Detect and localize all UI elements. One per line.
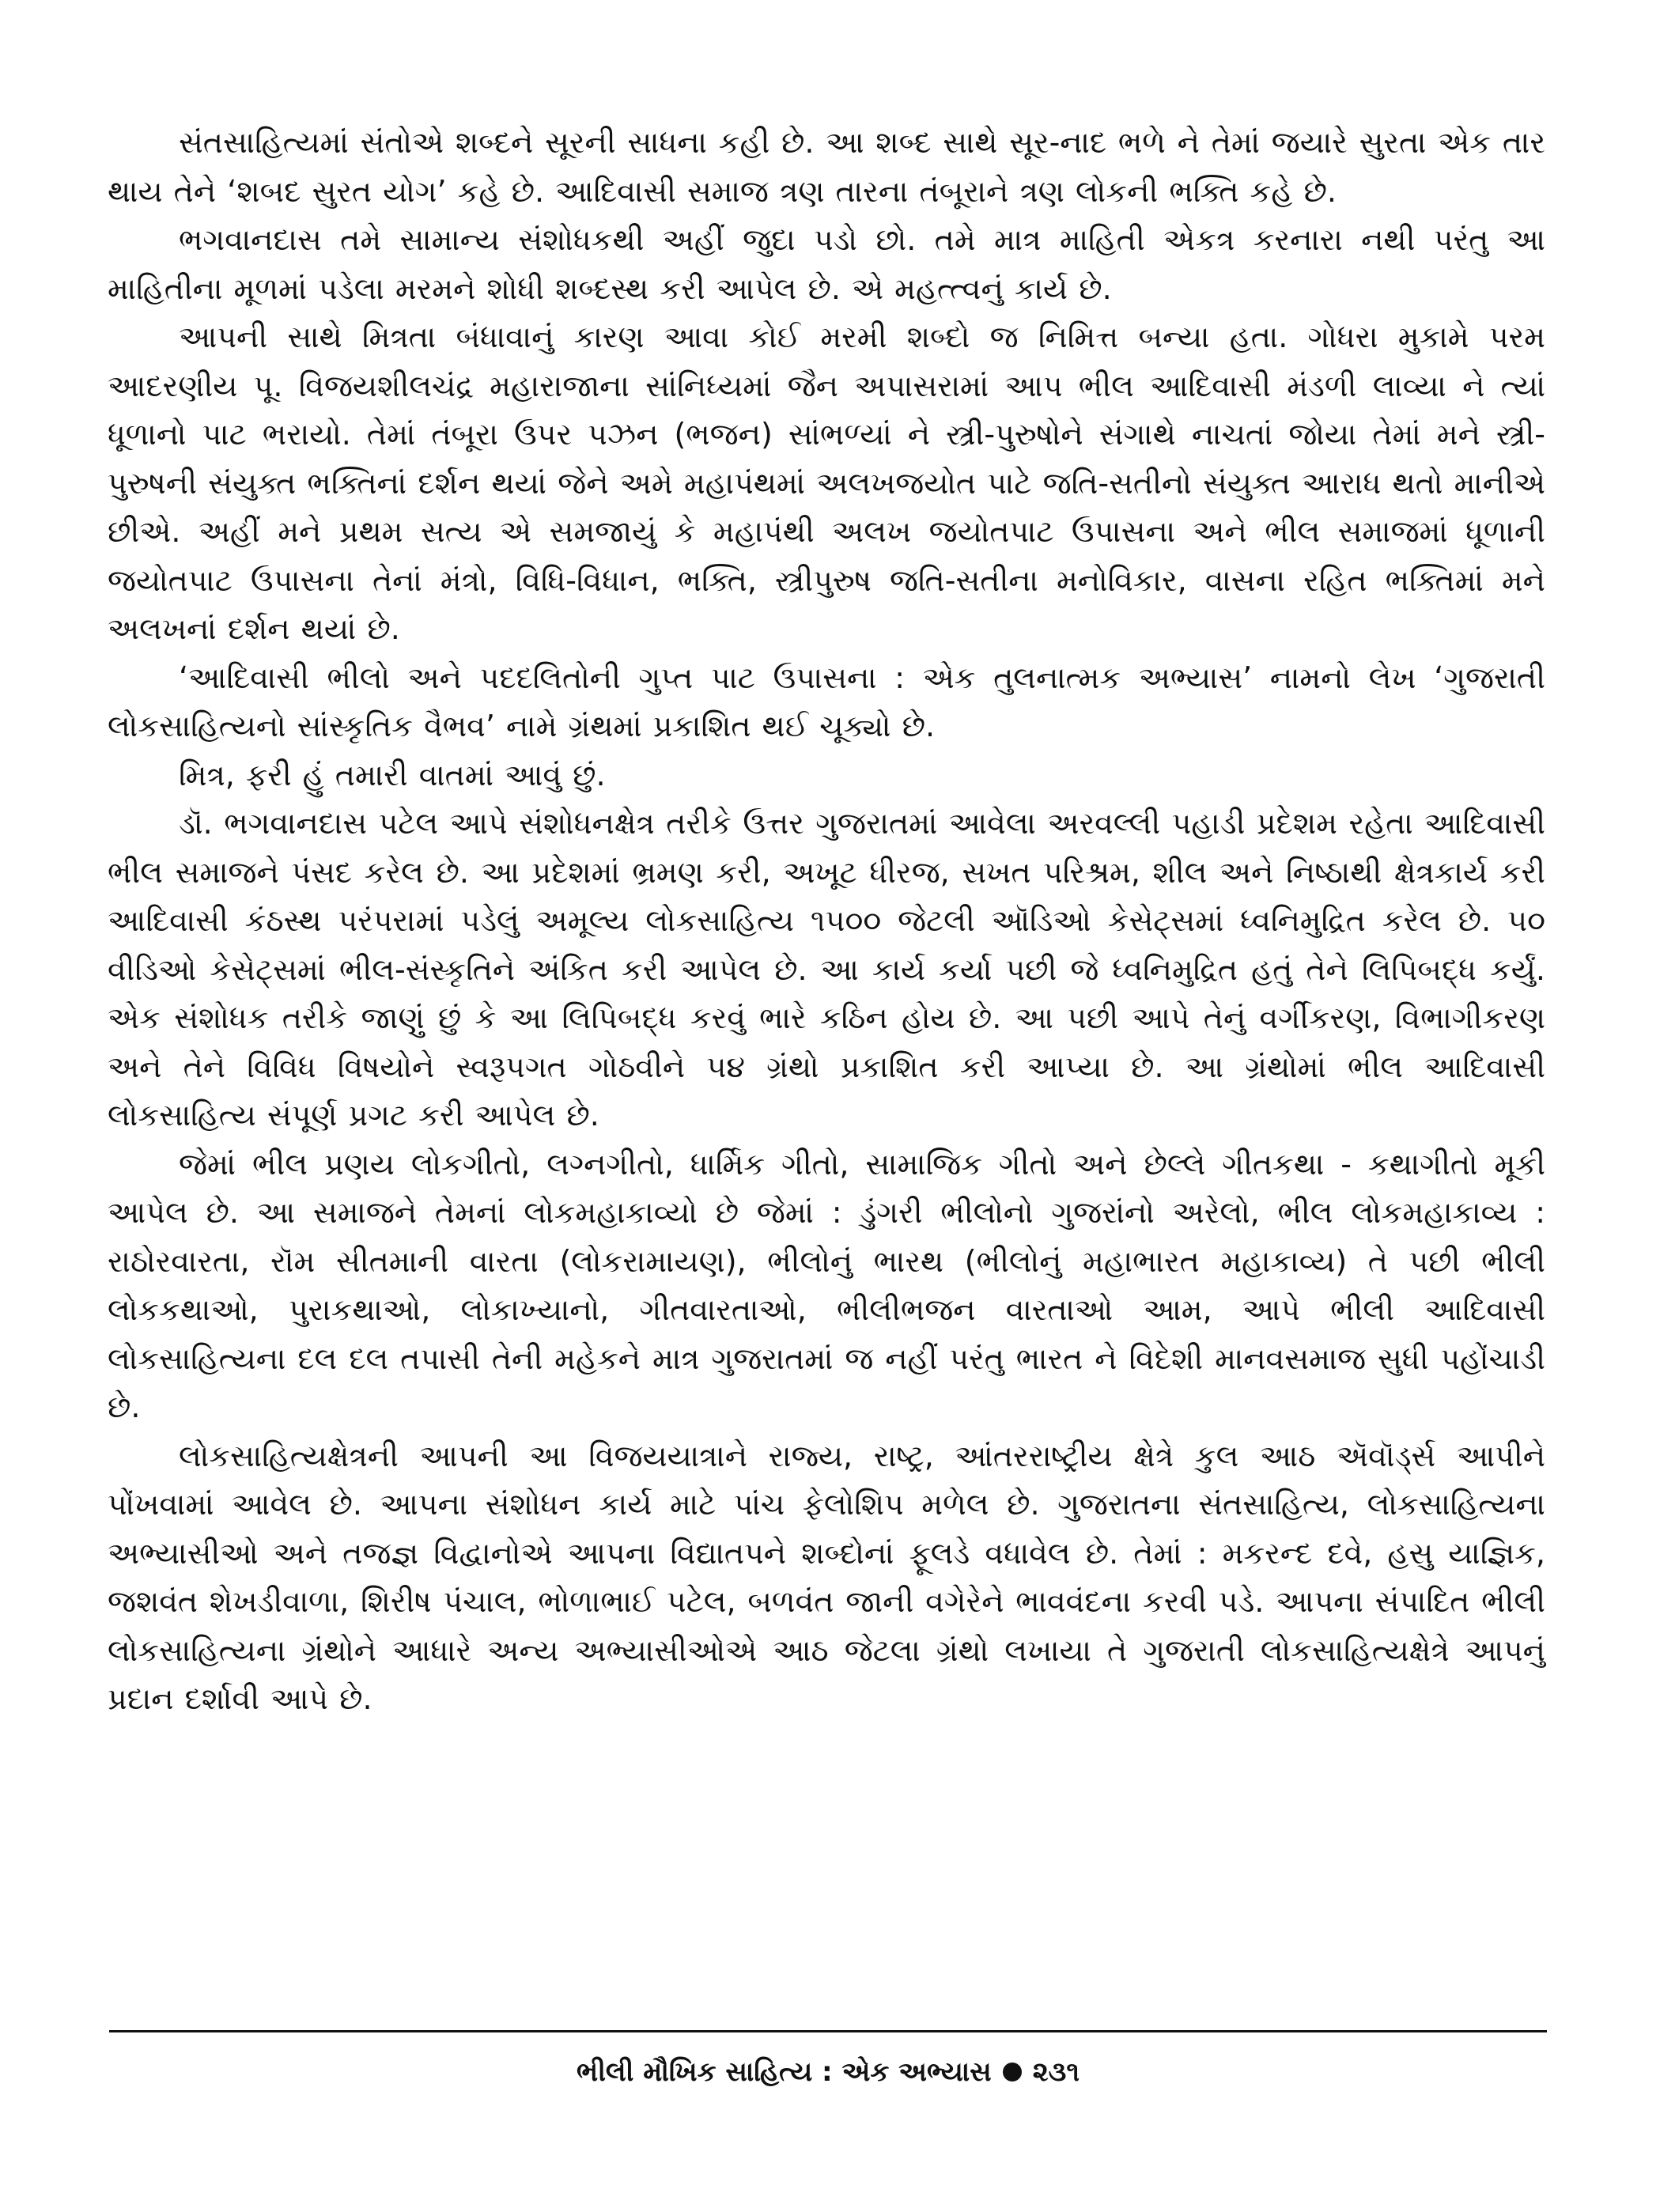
paragraph: જેમાં ભીલ પ્રણય લોકગીતો, લગ્નગીતો, ધાર્મિક ગીતો, સામાજિક ગીતો અને છેલ્લે ગીતકથા - કથાગીતો મૂકી આપેલ છે. આ સમાજને તેમનાં લોકમહાકાવ્યો છે જેમાં : ડુંગરી ભીલોનો ગુજરાંનો અરેલો, ભીલ લોકમહાકાવ્ય : રાઠોરવારતા, રૉમ સીતમાની વારતા (લોકરામાયણ), ભીલોનું ભારથ (ભીલોનું મહાભારત મહાકાવ્ય) તે પછી ભીલી લોકકથાઓ, પુરાકથાઓ, લોકાખ્યાનો, ગીતવારતાઓ, ભીલીભજન વારતાઓ આમ, આપે ભીલી આદિવાસી લોકસાહિત્યના દલ દલ તપાસી તેની મહેકને માત્ર ગુજરાતમાં જ નહીં પરંતુ ભારત ને વિદેશી માનવસમાજ સુધી પહોંચાડી છે. — [108, 1146, 1545, 1424]
bullet-icon — [1003, 2063, 1022, 2082]
paragraph: ‘આદિવાસી ભીલો અને પદદલિતોની ગુપ્ત પાટ ઉપાસના : એક તુલનાત્મક અભ્યાસ’ નામનો લેખ ‘ગુજરાતી લોકસાહિત્યનો સાંસ્કૃતિક વૈભવ’ નામે ગ્રંથમાં પ્રકાશિત થઈ ચૂક્યો છે. — [108, 660, 1545, 743]
paragraph: સંતસાહિત્યમાં સંતોએ શબ્દને સૂરની સાધના કહી છે. આ શબ્દ સાથે સૂર-નાદ ભળે ને તેમાં જયારે સુરતા એક તાર થાય તેને ‘શબદ સુરત યોગ’ કહે છે. આદિવાસી સમાજ ત્રણ તારના તંબૂરાને ત્રણ લોકની ભક્તિ કહે છે. — [108, 125, 1545, 209]
paragraph: આપની સાથે મિત્રતા બંધાવાનું કારણ આવા કોઈ મરમી શબ્દો જ નિમિત્ત બન્યા હતા. ગોધરા મુકામે પરમ આદરણીય પૂ. વિજયશીલચંદ્ર મહારાજાના સાંનિધ્યમાં જૈન અપાસરામાં આપ ભીલ આદિવાસી મંડળી લાવ્યા ને ત્યાં ધૂળાનો પાટ ભરાયો. તેમાં તંબૂરા ઉપર પઝન (ભજન) સાંભળ્યાં ને સ્ત્રી-પુરુષોને સંગાથે નાચતાં જોયા તેમાં મને સ્ત્રી-પુરુષની સંયુક્ત ભક્તિનાં દર્શન થયાં જેને અમે મહાપંથમાં અલખજયોત પાટે જતિ-સતીનો સંયુક્ત આરાધ થતો માનીએ છીએ. અહીં મને પ્રથમ સત્ય એ સમજાયું કે મહાપંથી અલખ જયોતપાટ ઉપાસના અને ભીલ સમાજમાં ધૂળાની જયોતપાટ ઉપાસના તેનાં મંત્રો, વિધિ-વિધાન, ભક્તિ, સ્ત્રીપુરુષ જતિ-સતીના મનોવિકાર, વાસના રહિત ભક્તિમાં મને અલખનાં દર્શન થયાં છે. — [108, 320, 1545, 646]
footer-book-title: ભીલી મૌખિક સાહિત્ય : એક અભ્યાસ — [577, 2056, 992, 2088]
paragraph: મિત્ર, ફરી હું તમારી વાતમાં આવું છું. — [179, 757, 606, 792]
footer-divider — [109, 2030, 1547, 2032]
body-text — [108, 119, 1545, 1724]
page-footer — [109, 2048, 1547, 2096]
paragraph: ભગવાનદાસ તમે સામાન્ય સંશોધકથી અહીં જુદા પડો છો. તમે માત્ર માહિતી એકત્ર કરનારા નથી પરંતુ આ માહિતીના મૂળમાં પડેલા મરમને શોધી શબ્દસ્થ કરી આપેલ છે. એ મહત્ત્વનું કાર્ય છે. — [108, 222, 1545, 306]
paragraph: લોકસાહિત્યક્ષેત્રની આપની આ વિજયયાત્રાને રાજ્ય, રાષ્ટ્ર, આંતરરાષ્ટ્રીય ક્ષેત્રે કુલ આઠ ઍવૉર્ડ્સ આપીને પોંખવામાં આવેલ છે. આપના સંશોધન કાર્ય માટે પાંચ ફેલોશિપ મળેલ છે. ગુજરાતના સંતસાહિત્ય, લોકસાહિત્યના અભ્યાસીઓ અને તજજ્ઞ વિદ્વાનોએ આપના વિદ્યાતપને શબ્દોનાં ફૂલડે વધાવેલ છે. તેમાં : મકરન્દ દવે, હસુ યાજ્ઞિક, જશવંત શેખડીવાળા, શિરીષ પંચાલ, ભોળાભાઈ પટેલ, બળવંત જાની વગેરેને ભાવવંદના કરવી પડે. આપના સંપાદિત ભીલી લોકસાહિત્યના ગ્રંથોને આધારે અન્ય અભ્યાસીઓએ આઠ જેટલા ગ્રંથો લખાયા તે ગુજરાતી લોકસાહિત્યક્ષેત્રે આપનું પ્રદાન દર્શાવી આપે છે. — [108, 1438, 1545, 1716]
paragraph: ડૉ. ભગવાનદાસ પટેલ આપે સંશોધનક્ષેત્ર તરીકે ઉત્તર ગુજરાતમાં આવેલા અરવલ્લી પહાડી પ્રદેશમ રહેતા આદિવાસી ભીલ સમાજને પંસદ કરેલ છે. આ પ્રદેશમાં ભ્રમણ કરી, અખૂટ ધીરજ, સખત પરિશ્રમ, શીલ અને નિષ્ઠાથી ક્ષેત્રકાર્ય કરી આદિવાસી કંઠસ્થ પરંપરામાં પડેલું અમૂલ્ય લોકસાહિત્ય ૧૫૦૦ જેટલી ઑડિઓ કેસેટ્સમાં ધ્વનિમુદ્રિત કરેલ છે. ૫૦ વીડિઓ કેસેટ્સમાં ભીલ-સંસ્કૃતિને અંકિત કરી આપેલ છે. આ કાર્ય કર્યા પછી જે ધ્વનિમુદ્રિત હતું તેને લિપિબદ્ધ કર્યું. એક સંશોધક તરીકે જાણું છું કે આ લિપિબદ્ધ કરવું ભારે કઠિન હોય છે. આ પછી આપે તેનું વર્ગીકરણ, વિભાગીકરણ અને તેને વિવિધ વિષયોને સ્વરૂપગત ગોઠવીને ૫૪ ગ્રંથો પ્રકાશિત કરી આપ્યા છે. આ ગ્રંથોમાં ભીલ આદિવાસી લોકસાહિત્ય સંપૂર્ણ પ્રગટ કરી આપેલ છે. — [108, 806, 1545, 1132]
page-number: ૨૩૧ — [1032, 2056, 1080, 2088]
